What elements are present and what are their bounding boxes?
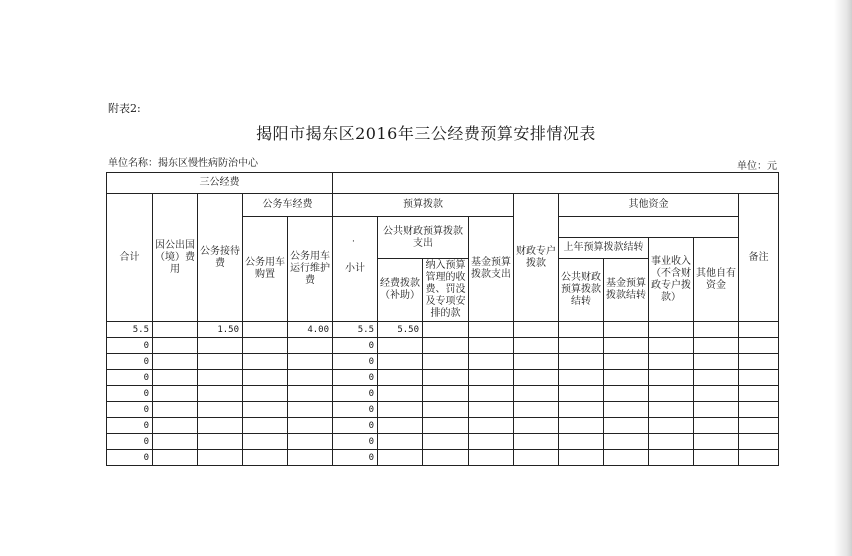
cell — [559, 402, 604, 418]
cell-operating — [378, 370, 423, 386]
cell — [423, 386, 469, 402]
cell — [559, 354, 604, 370]
table-row — [107, 370, 779, 386]
unit-name: 单位名称：揭东区慢性病防治中心 — [108, 158, 258, 169]
table-row — [107, 354, 779, 370]
cell — [739, 434, 779, 450]
cell-purchase — [243, 402, 288, 418]
cell — [739, 322, 779, 338]
header-sangong: 三公经费 — [107, 173, 333, 194]
header-outbound: 因公出国（境）费用 — [153, 194, 198, 322]
cell — [514, 418, 559, 434]
header-fund-carry: 基金预算拨款结转 — [604, 259, 649, 322]
cell-total: 0 — [107, 434, 153, 450]
header-reception: 公务接待费 — [198, 194, 243, 322]
cell-operation — [288, 338, 333, 354]
cell — [604, 450, 649, 466]
cell-subtotal: 0 — [333, 370, 378, 386]
cell — [739, 418, 779, 434]
cell-operating — [378, 402, 423, 418]
cell — [469, 370, 514, 386]
cell — [559, 338, 604, 354]
header-prior-year: 上年预算拨款结转 — [559, 238, 649, 259]
cell — [423, 322, 469, 338]
cell-purchase — [243, 434, 288, 450]
cell-purchase — [243, 370, 288, 386]
cell — [739, 370, 779, 386]
stray-mark: · — [352, 237, 355, 247]
cell-reception — [198, 418, 243, 434]
cell — [514, 434, 559, 450]
cell-subtotal: 0 — [333, 338, 378, 354]
cell-total: 0 — [107, 418, 153, 434]
header-nonbudget: 纳入预算管理的收费、罚没及专项安排的款 — [423, 259, 469, 322]
cell-operation — [288, 354, 333, 370]
cell — [514, 354, 559, 370]
cell — [694, 418, 739, 434]
cell-reception — [198, 370, 243, 386]
cell-purchase — [243, 322, 288, 338]
cell-reception: 1.50 — [198, 322, 243, 338]
cell — [469, 338, 514, 354]
cell — [514, 322, 559, 338]
cell-operation — [288, 418, 333, 434]
cell-operating — [378, 450, 423, 466]
cell-total: 0 — [107, 386, 153, 402]
table-row — [107, 322, 779, 338]
cell — [423, 418, 469, 434]
cell — [469, 322, 514, 338]
cell — [469, 402, 514, 418]
table-row — [107, 450, 779, 466]
cell — [469, 450, 514, 466]
cell — [514, 386, 559, 402]
cell-operating — [378, 354, 423, 370]
cell-operating: 5.50 — [378, 322, 423, 338]
cell — [423, 450, 469, 466]
cell-outbound — [153, 354, 198, 370]
cell-purchase — [243, 418, 288, 434]
cell-outbound — [153, 322, 198, 338]
cell — [604, 338, 649, 354]
header-operating: 经费拨款（补助） — [378, 259, 423, 322]
currency-unit: 单位：元 — [737, 161, 777, 172]
cell — [604, 354, 649, 370]
cell — [694, 402, 739, 418]
cell-reception — [198, 338, 243, 354]
cell-purchase — [243, 386, 288, 402]
cell-total: 0 — [107, 370, 153, 386]
cell — [559, 370, 604, 386]
cell — [423, 370, 469, 386]
cell — [739, 450, 779, 466]
cell-total: 0 — [107, 354, 153, 370]
cell — [694, 450, 739, 466]
cell-operation — [288, 370, 333, 386]
cell — [649, 338, 694, 354]
appendix-label: 附表2: — [108, 102, 141, 115]
cell — [649, 370, 694, 386]
page-title: 揭阳市揭东区2016年三公经费预算安排情况表 — [256, 124, 596, 143]
cell-operating — [378, 434, 423, 450]
cell-reception — [198, 450, 243, 466]
cell — [604, 434, 649, 450]
cell — [559, 418, 604, 434]
cell — [514, 450, 559, 466]
cell — [604, 322, 649, 338]
cell-purchase — [243, 450, 288, 466]
cell — [694, 434, 739, 450]
cell — [739, 386, 779, 402]
cell-operation — [288, 434, 333, 450]
cell — [649, 322, 694, 338]
cell — [604, 386, 649, 402]
cell — [604, 370, 649, 386]
cell — [649, 402, 694, 418]
scan-edge-shadow — [834, 0, 852, 556]
cell-operating — [378, 386, 423, 402]
table-row — [107, 434, 779, 450]
cell-outbound — [153, 402, 198, 418]
cell-total: 0 — [107, 450, 153, 466]
cell — [469, 418, 514, 434]
cell-subtotal: 5.5 — [333, 322, 378, 338]
table-row — [107, 338, 779, 354]
cell — [649, 418, 694, 434]
cell — [559, 386, 604, 402]
header-total: 合计 — [107, 194, 153, 322]
cell-reception — [198, 402, 243, 418]
cell-reception — [198, 354, 243, 370]
cell — [604, 418, 649, 434]
header-fund-budget: 基金预算拨款支出 — [469, 217, 514, 322]
header-other-own: 其他自有资金 — [694, 238, 739, 322]
cell-purchase — [243, 354, 288, 370]
cell-operating — [378, 418, 423, 434]
cell — [739, 354, 779, 370]
cell-outbound — [153, 418, 198, 434]
cell — [514, 402, 559, 418]
cell — [423, 402, 469, 418]
cell — [739, 402, 779, 418]
header-business-income: 事业收入（不含财政专户拨款） — [649, 238, 694, 322]
cell — [694, 370, 739, 386]
cell-operation: 4.00 — [288, 322, 333, 338]
cell-operation — [288, 402, 333, 418]
header-public-carry: 公共财政预算拨款结转 — [559, 259, 604, 322]
cell — [694, 322, 739, 338]
header-public-budget: 公共财政预算拨款支出 — [378, 217, 469, 259]
cell-subtotal: 0 — [333, 434, 378, 450]
cell — [514, 338, 559, 354]
cell-outbound — [153, 386, 198, 402]
header-vehicle-purchase: 公务用车购置 — [243, 217, 288, 322]
header-subtotal: 小计 — [333, 217, 378, 322]
cell-reception — [198, 386, 243, 402]
table-row — [107, 402, 779, 418]
cell — [469, 354, 514, 370]
header-other-blank — [559, 217, 739, 238]
cell-subtotal: 0 — [333, 354, 378, 370]
cell-total: 0 — [107, 338, 153, 354]
cell-total: 0 — [107, 402, 153, 418]
cell — [423, 434, 469, 450]
cell — [694, 338, 739, 354]
header-blank — [333, 173, 779, 194]
cell — [694, 386, 739, 402]
cell-outbound — [153, 450, 198, 466]
cell — [739, 338, 779, 354]
cell — [649, 434, 694, 450]
cell-operation — [288, 450, 333, 466]
cell-subtotal: 0 — [333, 418, 378, 434]
cell — [649, 386, 694, 402]
header-budget-allocation: 预算拨款 — [333, 194, 514, 217]
cell-outbound — [153, 338, 198, 354]
header-vehicle-operation: 公务用车运行维护费 — [288, 217, 333, 322]
header-other-funds: 其他资金 — [559, 194, 739, 217]
cell — [423, 338, 469, 354]
table-row — [107, 386, 779, 402]
table-row — [107, 418, 779, 434]
header-special-fiscal: 财政专户拨款 — [514, 194, 559, 322]
budget-table — [106, 172, 779, 466]
cell — [423, 354, 469, 370]
cell — [559, 434, 604, 450]
cell — [649, 354, 694, 370]
cell-total: 5.5 — [107, 322, 153, 338]
cell — [469, 434, 514, 450]
cell — [559, 322, 604, 338]
cell-outbound — [153, 434, 198, 450]
cell-outbound — [153, 370, 198, 386]
cell-subtotal: 0 — [333, 386, 378, 402]
cell — [469, 386, 514, 402]
cell — [514, 370, 559, 386]
cell-subtotal: 0 — [333, 450, 378, 466]
cell-operating — [378, 338, 423, 354]
cell — [694, 354, 739, 370]
cell — [604, 402, 649, 418]
cell — [649, 450, 694, 466]
header-remarks: 备注 — [739, 194, 779, 322]
cell-operation — [288, 386, 333, 402]
cell-subtotal: 0 — [333, 402, 378, 418]
cell — [559, 450, 604, 466]
cell-reception — [198, 434, 243, 450]
cell-purchase — [243, 338, 288, 354]
header-vehicle-group: 公务车经费 — [243, 194, 333, 217]
